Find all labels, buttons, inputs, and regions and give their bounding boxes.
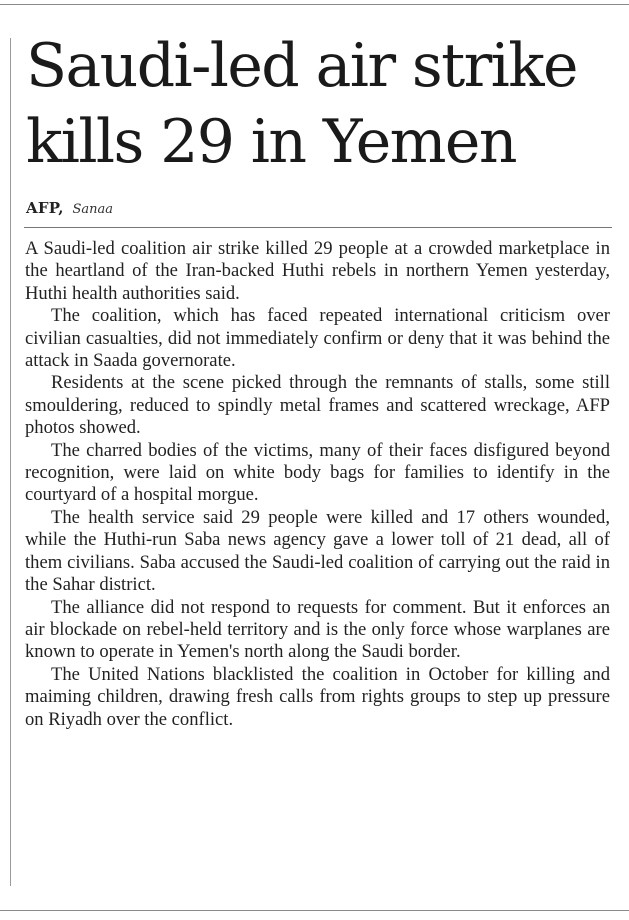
bottom-rule bbox=[0, 910, 629, 911]
paragraph: The health service said 29 people were killed and 17 others wounded, while the Huthi-run Saba news agency gave a lower toll of 21 dead, all of them civilians. Saba accused the Saudi-led coalition of carrying out the raid in the Sahar district. bbox=[25, 506, 610, 596]
paragraph: Residents at the scene picked through the remnants of stalls, some still smouldering, reduced to spindly metal frames and scattered wreckage, AFP photos showed. bbox=[25, 372, 610, 439]
headline: Saudi-led air strike kills 29 in Yemen bbox=[26, 31, 577, 177]
paragraph: The charred bodies of the victims, many of their faces disfigured beyond recognition, were laid on white body bags for families to identify in the courtyard of a hospital morgue. bbox=[25, 439, 610, 506]
byline-agency: AFP, bbox=[26, 199, 64, 217]
paragraph: The United Nations blacklisted the coalition in October for killing and maiming children, drawing fresh calls from rights groups to step up pressure on Riyadh over the conflict. bbox=[25, 663, 610, 730]
paragraph: The alliance did not respond to requests for comment. But it enforces an air blockade on rebel-held territory and is the only force whose warplanes are known to operate in Yemen's north along the Saudi border. bbox=[25, 596, 610, 663]
byline bbox=[26, 199, 113, 219]
article-body bbox=[25, 238, 610, 731]
top-rule bbox=[0, 4, 629, 5]
byline-rule bbox=[24, 227, 612, 228]
column-divider bbox=[10, 38, 11, 886]
paragraph: A Saudi-led coalition air strike killed 29 people at a crowded marketplace in the heartland of the Iran-backed Huthi rebels in northern Yemen yesterday, Huthi health authorities said. bbox=[25, 238, 610, 304]
paragraph: The coalition, which has faced repeated international criticism over civilian casualties, did not immediately confirm or deny that it was behind the attack in Saada governorate. bbox=[25, 305, 610, 372]
byline-location: Sanaa bbox=[72, 202, 113, 217]
